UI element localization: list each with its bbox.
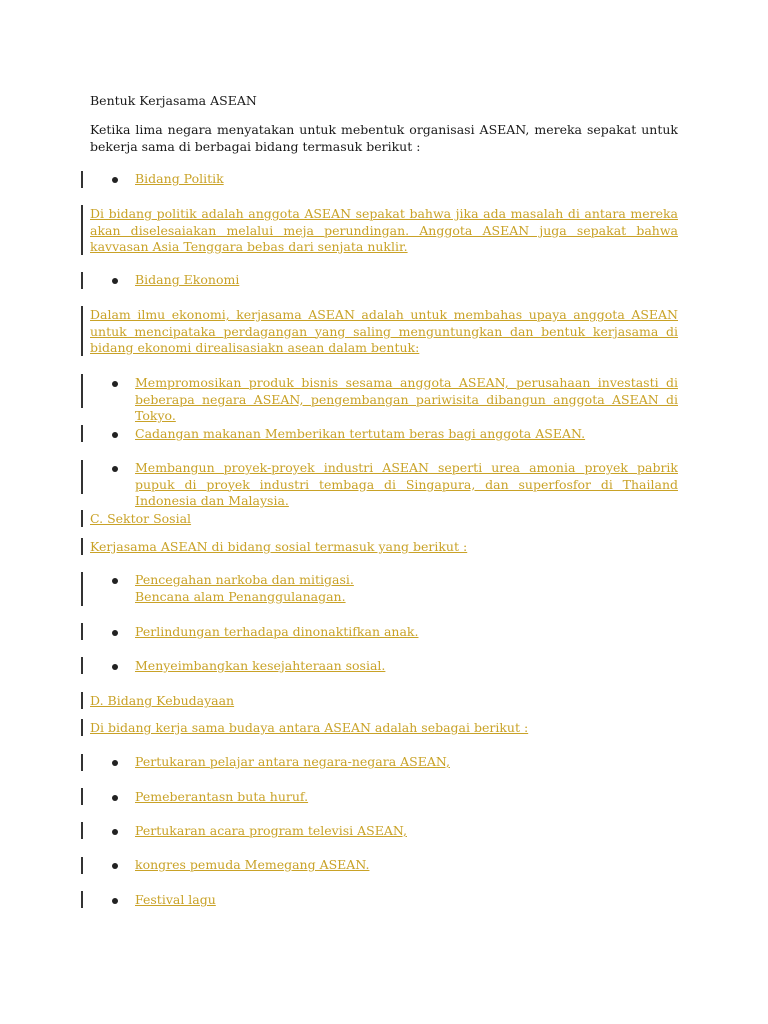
change-bar: [81, 171, 83, 188]
budaya-item-1[interactable]: Pertukaran pelajar antara negara-negara ASEAN,: [135, 754, 450, 769]
budaya-item-4[interactable]: kongres pemuda Memegang ASEAN.: [135, 857, 370, 872]
change-bar: [81, 719, 83, 736]
bullet-icon: [112, 829, 118, 835]
document-title: Bentuk Kerjasama ASEAN: [90, 93, 257, 108]
ekonomi-paragraph[interactable]: Dalam ilmu ekonomi, kerjasama ASEAN adalah untuk membahas upaya anggota ASEAN untuk mencipataka perdagangan yang saling menguntungkan dan bentuk kerjasama di bidang ekonomi direalisasiakn asean dalam bentuk:: [90, 307, 678, 355]
change-bar: [81, 425, 83, 442]
bullet-icon: [112, 432, 118, 438]
change-bar: [81, 623, 83, 640]
budaya-item-3[interactable]: Pertukaran acara program televisi ASEAN,: [135, 823, 407, 838]
ekonomi-item-3[interactable]: Membangun proyek-proyek industri ASEAN seperti urea amonia proyek pabrik pupuk di proyek industri tembaga di Singapura, dan superfosfor di Thailand Indonesia dan Malaysia.: [135, 460, 678, 508]
sosial-item-1-line-2[interactable]: Bencana alam Penanggulanagan.: [135, 589, 346, 604]
bullet-icon: [112, 177, 118, 183]
change-bar: [81, 306, 83, 356]
change-bar: [81, 460, 83, 494]
change-bar: [81, 272, 83, 289]
ekonomi-item-2[interactable]: Cadangan makanan Memberikan tertutam beras bagi anggota ASEAN.: [135, 426, 586, 441]
sosial-item-1-line-1[interactable]: Pencegahan narkoba dan mitigasi.: [135, 572, 354, 587]
politik-paragraph[interactable]: Di bidang politik adalah anggota ASEAN sepakat bahwa jika ada masalah di antara mereka akan diselesaiakan melalui meja perundingan. Anggota ASEAN juga sepakat bahwa kavvasan Asia Tenggara bebas dari senjata nuklir.: [90, 206, 678, 254]
politik-heading[interactable]: Bidang Politik: [135, 171, 224, 186]
budaya-item-2[interactable]: Pemeberantasn buta huruf.: [135, 789, 309, 804]
bullet-icon: [112, 898, 118, 904]
bullet-icon: [112, 466, 118, 472]
ekonomi-item-1[interactable]: Mempromosikan produk bisnis sesama anggota ASEAN, perusahaan investasti di beberapa negara ASEAN, pengembangan pariwisita dibangun anggota ASEAN di Tokyo.: [135, 375, 678, 423]
bullet-icon: [112, 278, 118, 284]
budaya-item-5[interactable]: Festival lagu: [135, 892, 216, 907]
bullet-icon: [112, 664, 118, 670]
change-bar: [81, 857, 83, 874]
bullet-icon: [112, 381, 118, 387]
budaya-intro[interactable]: Di bidang kerja sama budaya antara ASEAN adalah sebagai berikut :: [90, 720, 529, 735]
change-bar: [81, 510, 83, 527]
change-bar: [81, 754, 83, 771]
sosial-heading[interactable]: C. Sektor Sosial: [90, 511, 192, 526]
change-bar: [81, 891, 83, 908]
change-bar: [81, 572, 83, 606]
change-bar: [81, 205, 83, 255]
bullet-icon: [112, 795, 118, 801]
change-bar: [81, 788, 83, 805]
change-bar: [81, 692, 83, 709]
budaya-heading[interactable]: D. Bidang Kebudayaan: [90, 693, 235, 708]
change-bar: [81, 538, 83, 555]
sosial-item-2[interactable]: Perlindungan terhadapa dinonaktifkan anak.: [135, 624, 419, 639]
bullet-icon: [112, 630, 118, 636]
ekonomi-heading[interactable]: Bidang Ekonomi: [135, 272, 240, 287]
intro-paragraph: Ketika lima negara menyatakan untuk mebentuk organisasi ASEAN, mereka sepakat untuk bekerja sama di berbagai bidang termasuk berikut :: [90, 122, 678, 154]
bullet-icon: [112, 863, 118, 869]
bullet-icon: [112, 760, 118, 766]
sosial-item-3[interactable]: Menyeimbangkan kesejahteraan sosial.: [135, 658, 386, 673]
sosial-intro[interactable]: Kerjasama ASEAN di bidang sosial termasuk yang berikut :: [90, 539, 468, 554]
change-bar: [81, 822, 83, 839]
change-bar: [81, 374, 83, 408]
bullet-icon: [112, 578, 118, 584]
change-bar: [81, 657, 83, 674]
